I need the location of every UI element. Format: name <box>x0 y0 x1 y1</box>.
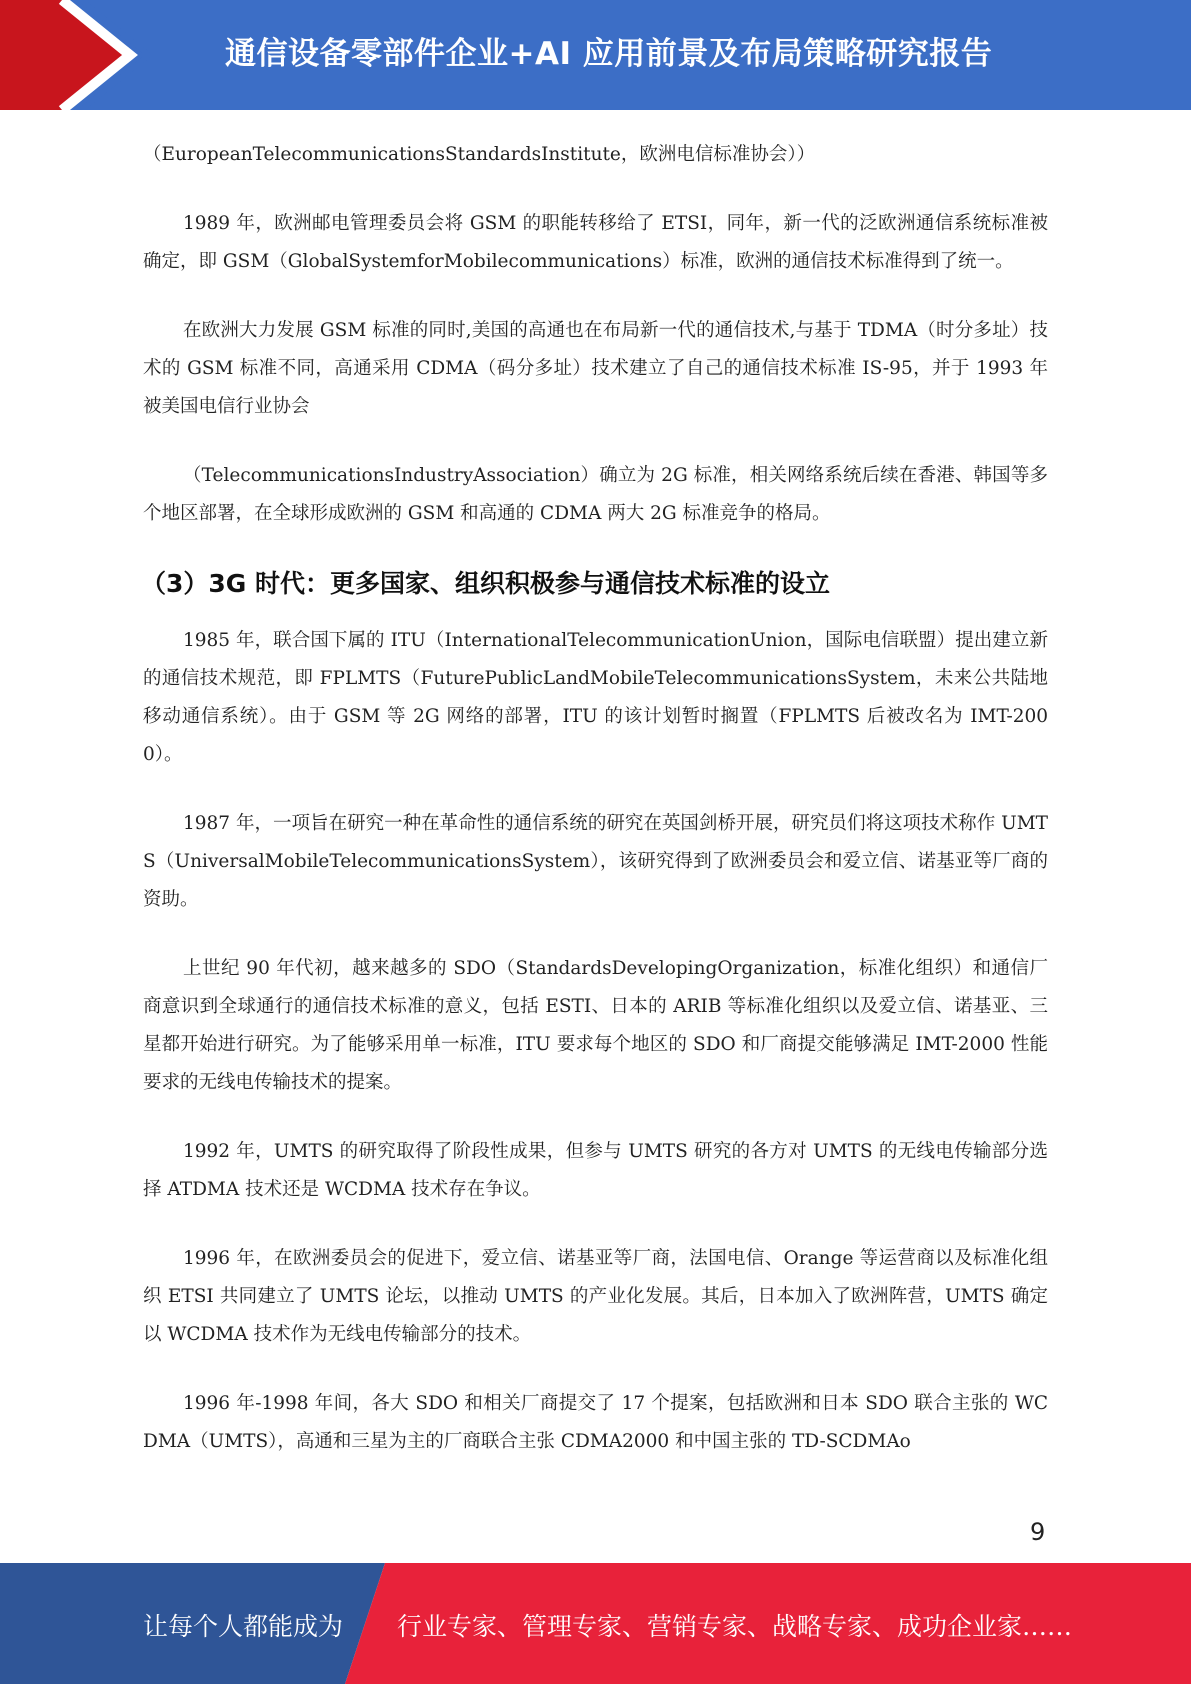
paragraph-1987: 1987 年，一项旨在研究一种在革命性的通信系统的研究在英国剑桥开展，研究员们将这项技术称作 UMTS（UniversalMobileTelecommunicationsSystem），该研究得到了欧洲委员会和爱立信、诺基亚等厂商的资助。 <box>143 813 1048 910</box>
report-title: 通信设备零部件企业+AI 应用前景及布局策略研究报告 <box>225 36 993 72</box>
paragraph-1989: 1989 年，欧洲邮电管理委员会将 GSM 的职能转移给了 ETSI，同年，新一代的泛欧洲通信系统标准被确定，即 GSM（GlobalSystemforMobilecommunications）标准，欧洲的通信技术标准得到了统一。 <box>143 213 1048 272</box>
paragraph-tia: （TelecommunicationsIndustryAssociation）确立为 2G 标准，相关网络系统后续在香港、韩国等多个地区部署，在全球形成欧洲的 GSM 和高通的 CDMA 两大 2G 标准竞争的格局。 <box>143 465 1048 524</box>
paragraph-cdma: 在欧洲大力发展 GSM 标准的同时,美国的高通也在布局新一代的通信技术,与基于 TDMA（时分多址）技术的 GSM 标准不同，高通采用 CDMA（码分多址）技术建立了自己的通信技术标准 IS-95，并于 1993 年被美国电信行业协会 <box>143 320 1048 417</box>
document-body <box>143 136 1048 1492</box>
paragraph-90s: 上世纪 90 年代初，越来越多的 SDO（StandardsDevelopingOrganization，标准化组织）和通信厂商意识到全球通行的通信技术标准的意义，包括 ESTI、日本的 ARIB 等标准化组织以及爱立信、诺基亚、三星都开始进行研究。为了能够采用单一标准，ITU 要求每个地区的 SDO 和厂商提交能够满足 IMT-2000 性能要求的无线电传输技术的提案。 <box>143 958 1048 1093</box>
footer-slogan-left: 让每个人都能成为 <box>143 1612 344 1641</box>
paragraph-1996-1998: 1996 年-1998 年间，各大 SDO 和相关厂商提交了 17 个提案，包括欧洲和日本 SDO 联合主张的 WCDMA（UMTS），高通和三星为主的厂商联合主张 CDMA2000 和中国主张的 TD-SCDMAo <box>143 1393 1048 1452</box>
footer-slogan-right: 行业专家、管理专家、营销专家、战略专家、成功企业家…… <box>397 1612 1073 1641</box>
page-footer <box>0 1563 1191 1684</box>
paragraph-1996: 1996 年，在欧洲委员会的促进下，爱立信、诺基亚等厂商，法国电信、Orange 等运营商以及标准化组织 ETSI 共同建立了 UMTS 论坛，以推动 UMTS 的产业化发展。其后，日本加入了欧洲阵营，UMTS 确定以 WCDMA 技术作为无线电传输部分的技术。 <box>143 1248 1048 1345</box>
page-number: 9 <box>1030 1518 1046 1546</box>
paragraph-etsi-note: （EuropeanTelecommunicationsStandardsInstitute，欧洲电信标准协会）） <box>143 144 816 165</box>
page-header <box>0 0 1191 110</box>
section-heading-3g: （3）3G 时代：更多国家、组织积极参与通信技术标准的设立 <box>141 569 831 598</box>
paragraph-1985: 1985 年，联合国下属的 ITU（InternationalTelecommunicationUnion，国际电信联盟）提出建立新的通信技术规范，即 FPLMTS（FuturePublicLandMobileTelecommunicationsSystem，未来公共陆地移动通信系统）。由于 GSM 等 2G 网络的部署，ITU 的该计划暂时搁置（FPLMTS 后被改名为 IMT-2000）。 <box>143 630 1048 765</box>
paragraph-1992: 1992 年，UMTS 的研究取得了阶段性成果，但参与 UMTS 研究的各方对 UMTS 的无线电传输部分选择 ATDMA 技术还是 WCDMA 技术存在争议。 <box>143 1141 1048 1200</box>
